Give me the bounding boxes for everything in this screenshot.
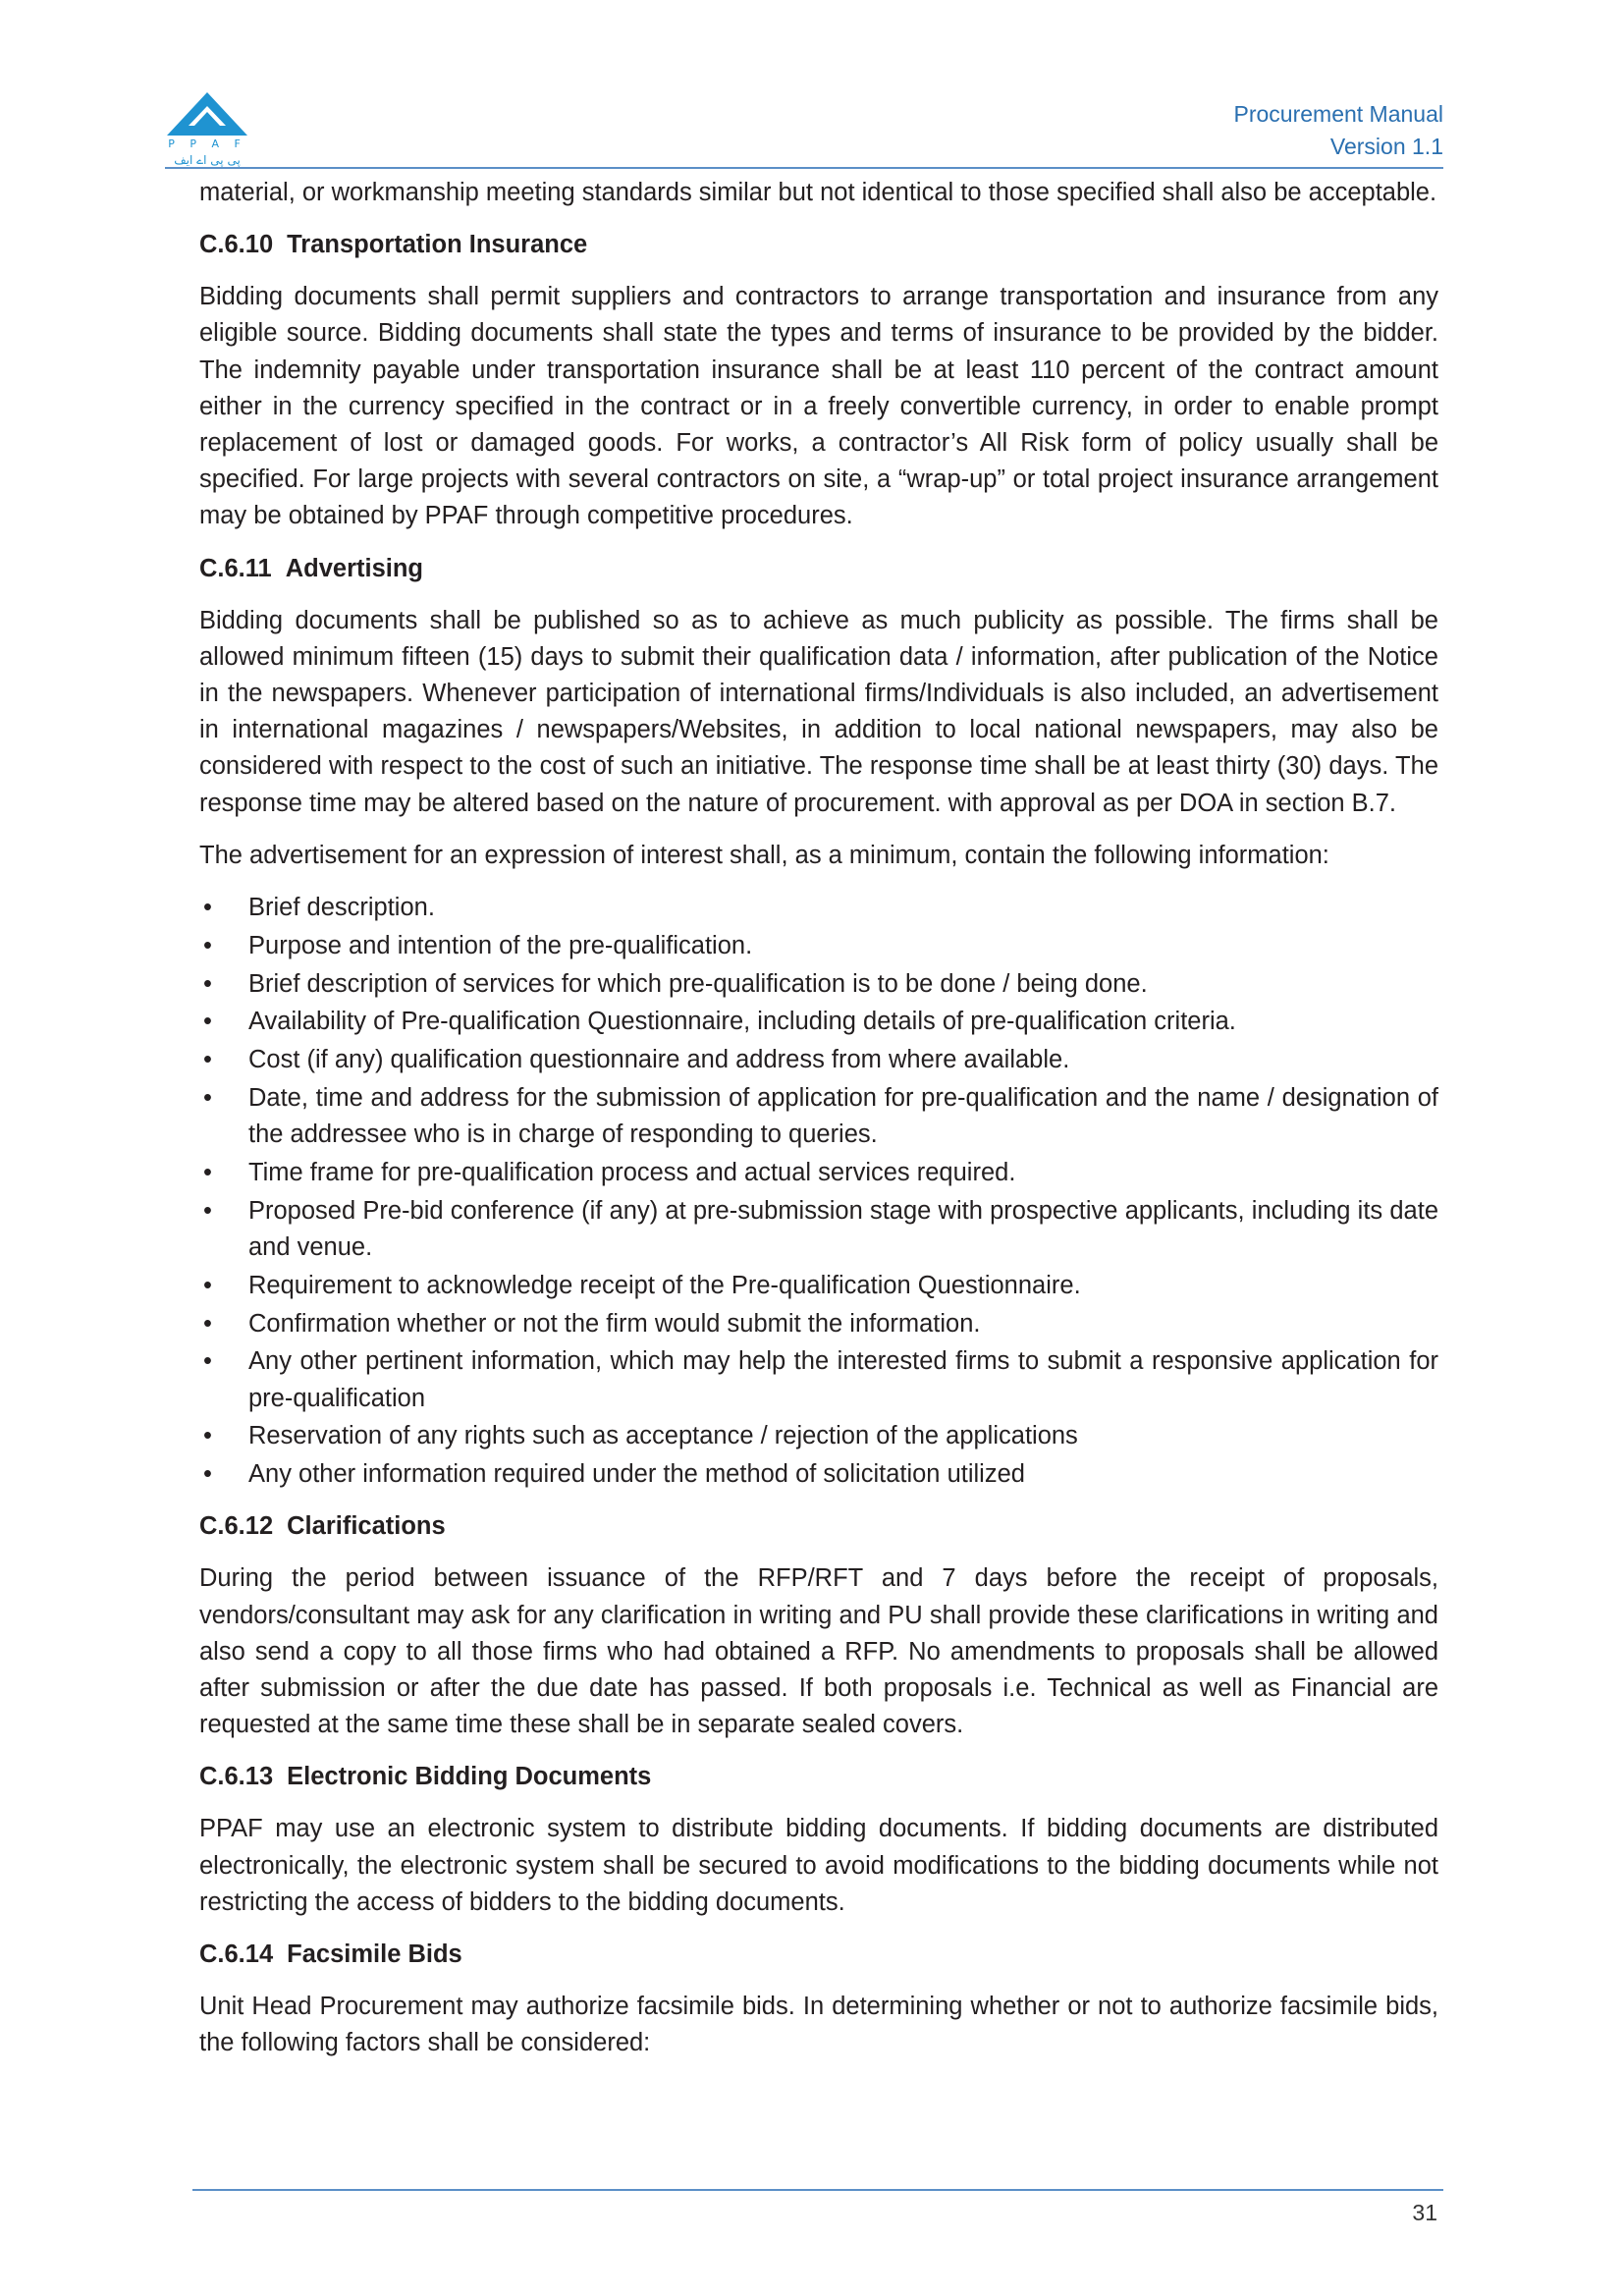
manual-title: Procurement Manual [1233, 101, 1443, 127]
paragraph: Unit Head Procurement may authorize facsimile bids. In determining whether or not to authorize facsimile bids, the following factors shall be considered: [199, 1993, 1438, 2057]
ppaf-logo [165, 90, 249, 167]
paragraph: During the period between issuance of the RFP/RFT and 7 days before the receipt of proposals, vendors/consultant may ask for any clarification in writing and PU shall provide these clarifications in writing and also send a copy to all those firms who had obtained a RFP. No amendments to proposals shall be allowed after submission or after the due date has passed. If both proposals i.e. Technical as well as Financial are requested at the same time these shall be in separate sealed covers. [199, 1564, 1438, 1739]
paragraph: Bidding documents shall permit suppliers and contractors to arrange transportation and insurance from any eligible source. Bidding documents shall state the types and terms of insurance to be provided by the bidder. The indemnity payable under transportation insurance shall be at least 110 percent of the contract amount either in the currency specified in the contract or in a freely convertible currency, in order to enable prompt replacement of lost or damaged goods. For works, a contractor’s All Risk form of policy usually shall be specified. For large projects with several contractors on site, a “wrap-up” or total project insurance arrangement may be obtained by PPAF through competitive procedures. [199, 283, 1438, 530]
continued-paragraph: material, or workmanship meeting standards similar but not identical to those specified shall also be acceptable. [199, 179, 1437, 206]
section-number: C.6.11 [199, 554, 272, 582]
list-item [199, 1042, 1438, 1078]
list-item [199, 1343, 1438, 1416]
page-body [199, 175, 1438, 2077]
section-c-6-11 [199, 551, 1438, 1494]
section-title: Advertising [285, 554, 424, 582]
section-heading [199, 1937, 1438, 1973]
section-title: Clarifications [287, 1512, 446, 1541]
list-item [199, 1155, 1438, 1191]
section-c-6-13 [199, 1759, 1438, 1921]
logo-urdu: پی پی اے ایف [174, 153, 241, 167]
list-item-text: Time frame for pre-qualification process and actual services required. [248, 1159, 1016, 1187]
list-item [199, 890, 1438, 926]
bullet-icon: • [203, 894, 212, 922]
paragraph: PPAF may use an electronic system to distribute bidding documents. If bidding documents are distributed electronically, the electronic system shall be secured to avoid modifications to the bidding documents while not restricting the access of bidders to the bidding documents. [199, 1815, 1438, 1916]
bullet-icon: • [203, 1084, 212, 1113]
manual-version: Version 1.1 [1329, 134, 1443, 159]
bullet-icon: • [203, 931, 212, 959]
list-item-text: Brief description. [248, 894, 435, 922]
list-item-text: Purpose and intention of the pre-qualification. [248, 931, 753, 959]
list-item-text: Proposed Pre-bid conference (if any) at pre-submission stage with prospective applicants, including its date and venue. [248, 1196, 1438, 1262]
bullet-icon: • [203, 969, 212, 998]
section-heading [199, 227, 1438, 263]
list-item-text: Availability of Pre-qualification Questionnaire, including details of pre-qualification criteria. [248, 1008, 1236, 1036]
list-item-text: Date, time and address for the submission of application for pre-qualification and the name / designation of the addressee who is in charge of responding to queries. [248, 1084, 1438, 1149]
advertisement-requirements-list [199, 890, 1438, 1493]
page-number: 31 [1412, 2200, 1437, 2225]
header-document-info [1234, 98, 1444, 163]
list-item-text: Cost (if any) qualification questionnaire and address from where available. [248, 1046, 1070, 1074]
bullet-icon: • [203, 1008, 212, 1036]
footer-divider [192, 2189, 1443, 2191]
list-item [199, 1456, 1438, 1493]
section-c-6-14 [199, 1937, 1438, 2061]
list-item [199, 928, 1438, 964]
section-c-6-12 [199, 1508, 1438, 1743]
section-heading [199, 1508, 1438, 1545]
page-header [165, 90, 1443, 169]
section-heading [199, 551, 1438, 587]
bullet-icon: • [203, 1271, 212, 1299]
section-title: Electronic Bidding Documents [287, 1763, 652, 1791]
list-item [199, 1418, 1438, 1454]
section-c-6-10 [199, 227, 1438, 534]
paragraph: Bidding documents shall be published so as to achieve as much publicity as possible. The firms shall be allowed minimum fifteen (15) days to submit their qualification data / information, after publication of the Notice in the newspapers. Whenever participation of international firms/Individuals is also included, an advertisement in international magazines / newspapers/Websites, in addition to local national newspapers, may also be considered with respect to the cost of such an initiative. The response time shall be at least thirty (30) days. The response time may be altered based on the nature of procurement. with approval as per DOA in section B.7. [199, 606, 1438, 817]
section-number: C.6.13 [199, 1763, 274, 1791]
section-heading [199, 1759, 1438, 1795]
bullet-icon: • [203, 1347, 212, 1376]
bullet-icon: • [203, 1309, 212, 1338]
paragraph: The advertisement for an expression of interest shall, as a minimum, contain the following information: [199, 841, 1329, 869]
section-number: C.6.10 [199, 231, 274, 259]
list-item [199, 1004, 1438, 1040]
list-item [199, 966, 1438, 1003]
bullet-icon: • [203, 1422, 212, 1450]
list-item-text: Any other pertinent information, which may help the interested firms to submit a responsive application for pre-qualification [248, 1347, 1438, 1412]
list-item-text: Any other information required under the method of solicitation utilized [248, 1460, 1025, 1489]
list-item-text: Brief description of services for which pre-qualification is to be done / being done. [248, 969, 1148, 998]
list-item [199, 1306, 1438, 1342]
bullet-icon: • [203, 1046, 212, 1074]
bullet-icon: • [203, 1460, 212, 1489]
logo-letters: P P A F [168, 137, 246, 150]
list-item [199, 1193, 1438, 1266]
section-number: C.6.14 [199, 1941, 274, 1969]
list-item-text: Reservation of any rights such as acceptance / rejection of the applications [248, 1422, 1078, 1450]
section-title: Transportation Insurance [287, 231, 588, 259]
section-title: Facsimile Bids [287, 1941, 462, 1969]
list-item [199, 1080, 1438, 1153]
bullet-icon: • [203, 1196, 212, 1225]
list-item-text: Confirmation whether or not the firm would submit the information. [248, 1309, 981, 1338]
bullet-icon: • [203, 1159, 212, 1187]
list-item-text: Requirement to acknowledge receipt of the Pre-qualification Questionnaire. [248, 1271, 1081, 1299]
header-divider [165, 167, 1443, 169]
list-item [199, 1268, 1438, 1304]
section-number: C.6.12 [199, 1512, 274, 1541]
